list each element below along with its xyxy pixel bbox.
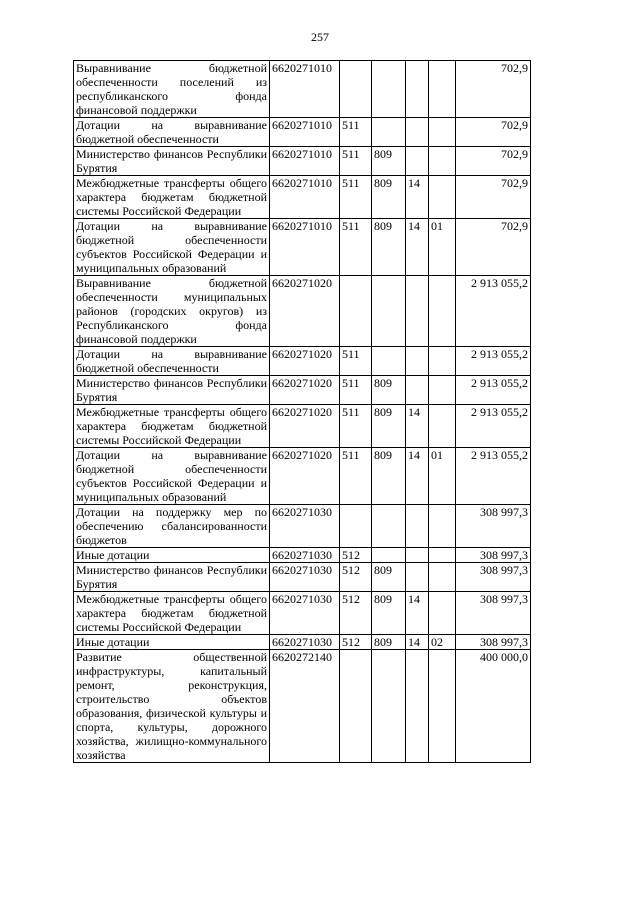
row-name-cell: Межбюджетные трансферты общего характера бюджетам бюджетной системы Российской Федерации [74,176,270,219]
target-article-cell: 6620271020 [270,347,340,376]
target-article-cell: 6620271020 [270,376,340,405]
amount-cell: 2 913 055,2 [456,448,531,505]
table-row [74,592,531,635]
ministry-code-cell: 809 [372,376,406,405]
row-name-cell: Министерство финансов Республики Бурятия [74,563,270,592]
section-cell [406,548,429,563]
amount-cell: 2 913 055,2 [456,347,531,376]
ministry-code-cell: 809 [372,448,406,505]
row-name-cell: Министерство финансов Республики Бурятия [74,147,270,176]
amount-cell: 308 997,3 [456,563,531,592]
subsection-cell [429,405,456,448]
ministry-code-cell: 809 [372,405,406,448]
expense-type-cell: 511 [340,448,372,505]
amount-cell: 702,9 [456,176,531,219]
target-article-cell: 6620272140 [270,650,340,763]
amount-cell: 2 913 055,2 [456,376,531,405]
row-name-cell: Иные дотации [74,635,270,650]
section-cell [406,650,429,763]
ministry-code-cell [372,61,406,118]
ministry-code-cell: 809 [372,147,406,176]
subsection-cell [429,61,456,118]
expense-type-cell [340,505,372,548]
subsection-cell: 02 [429,635,456,650]
expense-type-cell: 511 [340,118,372,147]
ministry-code-cell: 809 [372,176,406,219]
section-cell [406,147,429,176]
amount-cell: 702,9 [456,118,531,147]
subsection-cell [429,347,456,376]
target-article-cell: 6620271010 [270,176,340,219]
subsection-cell: 01 [429,219,456,276]
ministry-code-cell [372,650,406,763]
expense-type-cell: 511 [340,405,372,448]
row-name-cell: Межбюджетные трансферты общего характера бюджетам бюджетной системы Российской Федерации [74,592,270,635]
subsection-cell [429,548,456,563]
section-cell: 14 [406,635,429,650]
section-cell [406,118,429,147]
target-article-cell: 6620271030 [270,505,340,548]
subsection-cell [429,650,456,763]
amount-cell: 702,9 [456,61,531,118]
section-cell [406,563,429,592]
row-name-cell: Дотации на выравнивание бюджетной обеспеченности субъектов Российской Федерации и муниципальных образований [74,448,270,505]
subsection-cell [429,563,456,592]
amount-cell: 308 997,3 [456,548,531,563]
section-cell [406,505,429,548]
expense-type-cell: 511 [340,147,372,176]
ministry-code-cell [372,276,406,347]
ministry-code-cell: 809 [372,563,406,592]
row-name-cell: Выравнивание бюджетной обеспеченности поселений из республиканского фонда финансовой поддержки [74,61,270,118]
section-cell: 14 [406,176,429,219]
table-row [74,635,531,650]
amount-cell: 308 997,3 [456,635,531,650]
row-name-cell: Дотации на выравнивание бюджетной обеспеченности субъектов Российской Федерации и муниципальных образований [74,219,270,276]
expense-type-cell: 512 [340,563,372,592]
ministry-code-cell [372,548,406,563]
section-cell [406,347,429,376]
ministry-code-cell: 809 [372,635,406,650]
expense-type-cell: 511 [340,219,372,276]
amount-cell: 702,9 [456,147,531,176]
target-article-cell: 6620271010 [270,147,340,176]
subsection-cell [429,376,456,405]
ministry-code-cell: 809 [372,219,406,276]
section-cell: 14 [406,592,429,635]
row-name-cell: Дотации на поддержку мер по обеспечению сбалансированности бюджетов [74,505,270,548]
table-row [74,563,531,592]
target-article-cell: 6620271020 [270,405,340,448]
ministry-code-cell [372,347,406,376]
table-row [74,118,531,147]
subsection-cell [429,592,456,635]
section-cell: 14 [406,448,429,505]
row-name-cell: Дотации на выравнивание бюджетной обеспеченности [74,118,270,147]
target-article-cell: 6620271030 [270,563,340,592]
row-name-cell: Межбюджетные трансферты общего характера бюджетам бюджетной системы Российской Федерации [74,405,270,448]
amount-cell: 2 913 055,2 [456,405,531,448]
subsection-cell [429,276,456,347]
section-cell [406,276,429,347]
expense-type-cell [340,650,372,763]
amount-cell: 308 997,3 [456,505,531,548]
ministry-code-cell: 809 [372,592,406,635]
subsection-cell [429,176,456,219]
table-row [74,405,531,448]
row-name-cell: Министерство финансов Республики Бурятия [74,376,270,405]
expense-type-cell: 512 [340,635,372,650]
amount-cell: 702,9 [456,219,531,276]
table-row [74,276,531,347]
table-row [74,347,531,376]
table-row [74,548,531,563]
page-number: 257 [311,30,329,44]
ministry-code-cell [372,505,406,548]
target-article-cell: 6620271030 [270,592,340,635]
expense-type-cell [340,276,372,347]
table-row [74,176,531,219]
table-row [74,219,531,276]
expense-type-cell: 512 [340,592,372,635]
expense-type-cell: 511 [340,376,372,405]
table-row [74,505,531,548]
subsection-cell [429,147,456,176]
budget-table-body [74,61,531,763]
target-article-cell: 6620271010 [270,61,340,118]
target-article-cell: 6620271010 [270,219,340,276]
section-cell [406,376,429,405]
expense-type-cell: 511 [340,176,372,219]
row-name-cell: Иные дотации [74,548,270,563]
target-article-cell: 6620271020 [270,448,340,505]
target-article-cell: 6620271010 [270,118,340,147]
row-name-cell: Дотации на выравнивание бюджетной обеспеченности [74,347,270,376]
subsection-cell: 01 [429,448,456,505]
table-row [74,448,531,505]
amount-cell: 308 997,3 [456,592,531,635]
amount-cell: 400 000,0 [456,650,531,763]
table-row [74,61,531,118]
expense-type-cell [340,61,372,118]
target-article-cell: 6620271020 [270,276,340,347]
row-name-cell: Развитие общественной инфраструктуры, капитальный ремонт, реконструкция, строительство объектов образования, физической культуры и спорта, культуры, дорожного хозяйства, жилищно-коммунального хозяйства [74,650,270,763]
budget-table [73,60,531,763]
amount-cell: 2 913 055,2 [456,276,531,347]
target-article-cell: 6620271030 [270,548,340,563]
table-row [74,650,531,763]
section-cell: 14 [406,219,429,276]
expense-type-cell: 511 [340,347,372,376]
target-article-cell: 6620271030 [270,635,340,650]
table-row [74,147,531,176]
expense-type-cell: 512 [340,548,372,563]
row-name-cell: Выравнивание бюджетной обеспеченности муниципальных районов (городских округов) из Республиканского фонда финансовой поддержки [74,276,270,347]
subsection-cell [429,505,456,548]
table-row [74,376,531,405]
ministry-code-cell [372,118,406,147]
section-cell [406,61,429,118]
subsection-cell [429,118,456,147]
section-cell: 14 [406,405,429,448]
